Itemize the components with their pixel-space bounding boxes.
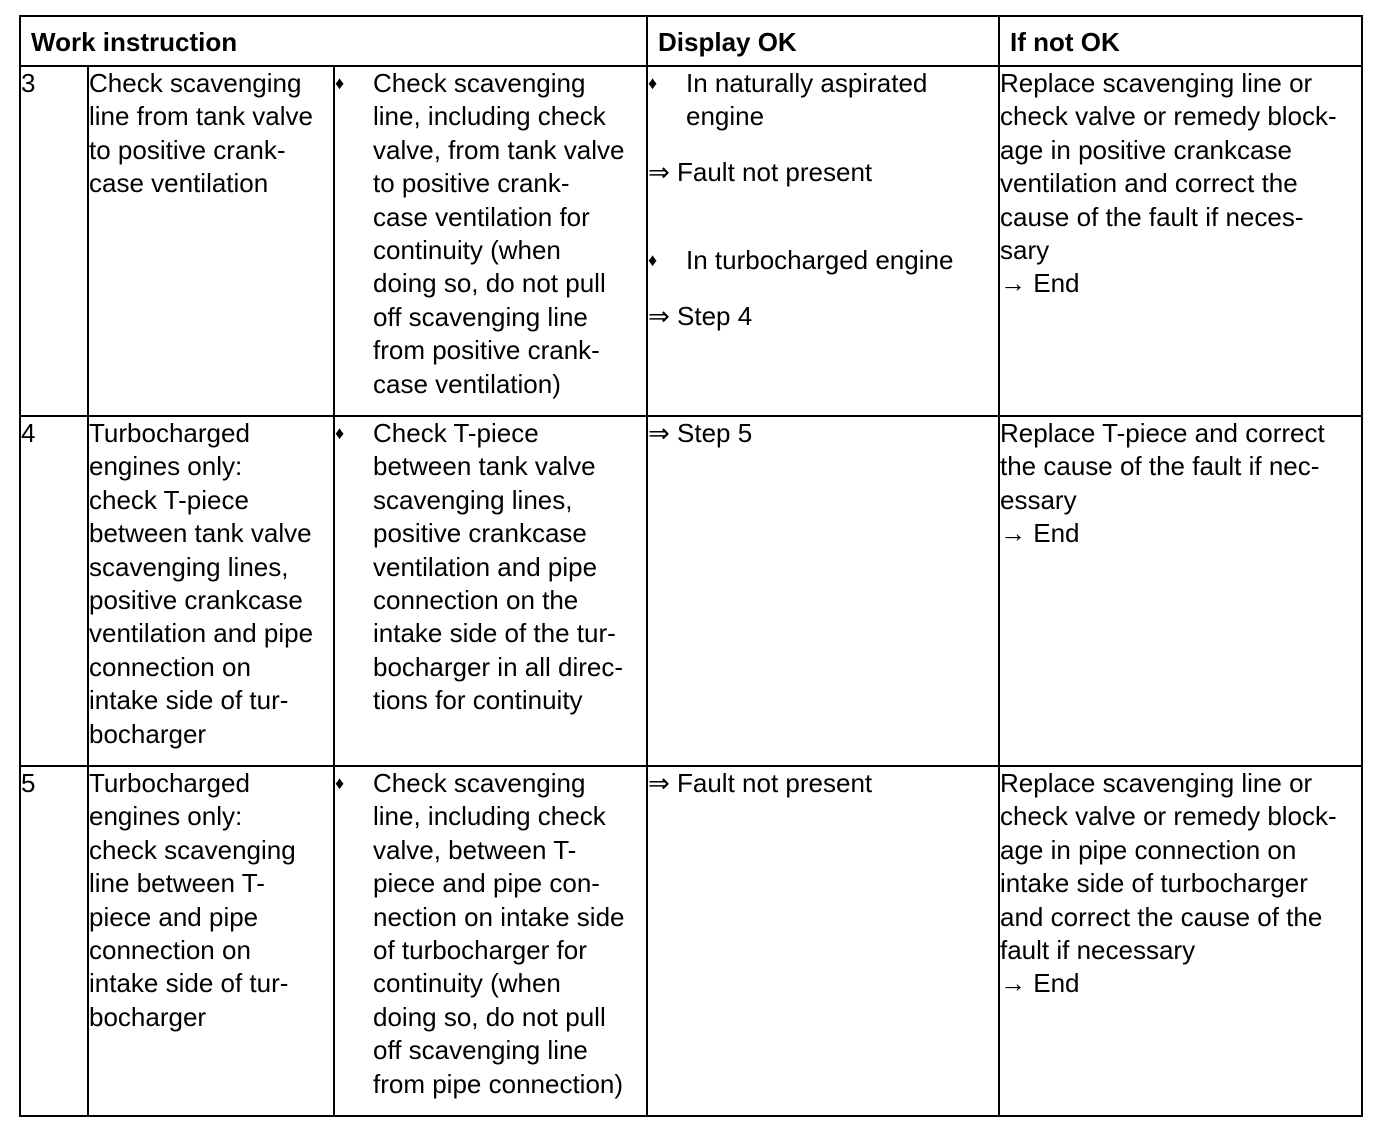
header-work-instruction: Work instruction xyxy=(20,16,647,66)
instruction-text: Check scavenging line, including check valve, between T- piece and pipe con- nection on intake side of turbocharger for continuity (when doing so, do not pull off scavenging line from pipe connection) xyxy=(373,768,625,1099)
display-ok-cell xyxy=(647,766,999,1116)
bullet-diamond-icon: ♦ xyxy=(335,423,345,443)
step-number-cell xyxy=(20,766,88,1116)
instruction-text: Check scavenging line, including check valve, from tank valve to positive crank- case ventilation for continuity (when doing so, do not pull off scavenging line from positive crank- case ventilation) xyxy=(373,68,625,399)
step-description: Check scavenging line from tank valve to positive crank- case ventilation xyxy=(89,68,313,199)
ok-result: ⇒ Step 5 xyxy=(648,418,753,448)
ok-condition-text: In turbocharged engine xyxy=(686,245,954,276)
work-instruction-table xyxy=(19,15,1363,1117)
ok-condition-text: In naturally aspirated engine xyxy=(686,68,928,132)
table-row xyxy=(20,416,1362,766)
instruction-item xyxy=(335,767,646,1101)
instruction-cell xyxy=(334,66,647,416)
bullet-diamond-icon: ♦ xyxy=(335,73,345,93)
ok-condition xyxy=(648,67,998,134)
ok-result: ⇒ Step 4 xyxy=(648,300,753,331)
instruction-cell xyxy=(334,766,647,1116)
header-row xyxy=(20,16,1362,66)
header-if-not-ok: If not OK xyxy=(999,16,1362,66)
step-number: 4 xyxy=(21,418,36,448)
ok-result: ⇒ Fault not present xyxy=(648,156,873,187)
not-ok-cell xyxy=(999,416,1362,766)
not-ok-text: Replace scavenging line or check valve or remedy block- age in positive crankcase ventilation and correct the cause of the fault if neces- sary → End xyxy=(1000,68,1337,299)
bullet-diamond-icon: ♦ xyxy=(648,73,658,93)
bullet-diamond-icon: ♦ xyxy=(648,250,658,271)
description-cell xyxy=(88,416,334,766)
display-ok-cell xyxy=(647,66,999,416)
not-ok-cell xyxy=(999,66,1362,416)
table-row xyxy=(20,766,1362,1116)
step-description: Turbocharged engines only: check scavenging line between T- piece and pipe connection on intake side of tur- bocharger xyxy=(89,768,296,1032)
not-ok-text: Replace T-piece and correct the cause of the fault if nec- essary → End xyxy=(1000,418,1325,549)
header-display-ok: Display OK xyxy=(647,16,999,66)
step-number: 5 xyxy=(21,768,36,798)
instruction-item xyxy=(335,67,646,401)
display-ok-cell xyxy=(647,416,999,766)
instruction-item xyxy=(335,417,646,718)
step-number-cell xyxy=(20,66,88,416)
step-number: 3 xyxy=(21,68,36,98)
description-cell xyxy=(88,66,334,416)
ok-result: ⇒ Fault not present xyxy=(648,768,873,798)
bullet-diamond-icon: ♦ xyxy=(335,773,345,793)
instruction-text: Check T-piece between tank valve scavenging lines, positive crankcase ventilation and pipe connection on the intake side of the tur- bocharger in all direc- tions for continuity xyxy=(373,418,624,716)
not-ok-cell xyxy=(999,766,1362,1116)
step-description: Turbocharged engines only: check T-piece between tank valve scavenging lines, positive crankcase ventilation and pipe connection on intake side of tur- bocharger xyxy=(89,418,314,749)
ok-condition xyxy=(648,244,998,277)
description-cell xyxy=(88,766,334,1116)
not-ok-text: Replace scavenging line or check valve or remedy block- age in pipe connection on intake side of turbocharger and correct the cause of the fault if necessary → End xyxy=(1000,768,1337,999)
instruction-cell xyxy=(334,416,647,766)
step-number-cell xyxy=(20,416,88,766)
table-row xyxy=(20,66,1362,416)
